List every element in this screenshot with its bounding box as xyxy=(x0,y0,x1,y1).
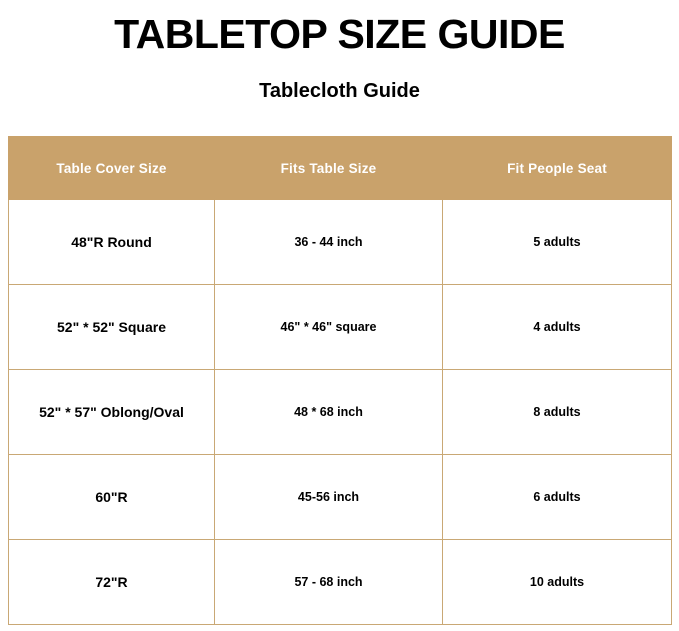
cell-cover-size: 52" * 52" Square xyxy=(9,285,215,370)
size-table xyxy=(8,136,672,625)
column-header-fit-people-seat: Fit People Seat xyxy=(443,137,672,200)
cell-fits-table: 48 * 68 inch xyxy=(215,370,443,455)
page-subtitle: Tablecloth Guide xyxy=(259,80,420,103)
column-header-fits-table-size: Fits Table Size xyxy=(215,137,443,200)
table-header xyxy=(9,137,672,200)
cell-people: 10 adults xyxy=(443,540,672,625)
table-row xyxy=(9,455,672,540)
table-row xyxy=(9,370,672,455)
table-header-row xyxy=(9,137,672,200)
table-row xyxy=(9,540,672,625)
page-title: TABLETOP SIZE GUIDE xyxy=(114,11,565,57)
table-row xyxy=(9,200,672,285)
cell-fits-table: 57 - 68 inch xyxy=(215,540,443,625)
cell-people: 5 adults xyxy=(443,200,672,285)
cell-fits-table: 36 - 44 inch xyxy=(215,200,443,285)
table-body xyxy=(9,200,672,625)
cell-cover-size: 48"R Round xyxy=(9,200,215,285)
cell-people: 4 adults xyxy=(443,285,672,370)
cell-people: 8 adults xyxy=(443,370,672,455)
cell-people: 6 adults xyxy=(443,455,672,540)
cell-fits-table: 46" * 46" square xyxy=(215,285,443,370)
cell-cover-size: 60"R xyxy=(9,455,215,540)
cell-fits-table: 45-56 inch xyxy=(215,455,443,540)
table-row xyxy=(9,285,672,370)
cell-cover-size: 72"R xyxy=(9,540,215,625)
column-header-table-cover-size: Table Cover Size xyxy=(9,137,215,200)
cell-cover-size: 52" * 57" Oblong/Oval xyxy=(9,370,215,455)
tabletop-size-guide-page xyxy=(0,12,679,631)
size-table-container xyxy=(8,136,671,625)
